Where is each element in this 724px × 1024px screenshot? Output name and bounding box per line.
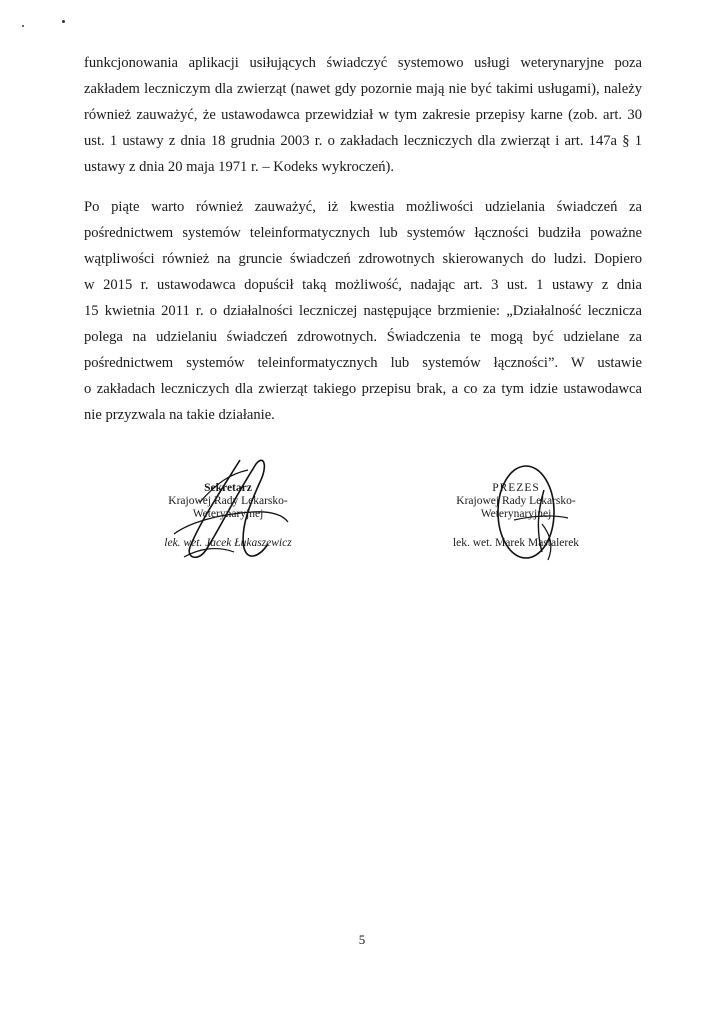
text-line: zakładem leczniczym dla zwierząt (nawet gdy pozornie mają nie być takimi usługami), należy	[84, 81, 642, 97]
text-line: 15 kwietnia 2011 r. o działalności leczniczej następujące brzmienie: „Działalność lecznicza	[84, 303, 642, 319]
paragraph-1	[84, 50, 642, 180]
page-number: 5	[358, 932, 366, 947]
signatory-name: lek. wet. Marek Mastalerek	[452, 537, 580, 549]
signatory-name: lek. wet. Jacek Łukaszewicz	[164, 537, 292, 549]
signatory-organization: Krajowej Rady Lekarsko-Weterynaryjnej	[456, 495, 576, 520]
text-line: funkcjonowania aplikacji usiłujących świadczyć systemowo usługi weterynaryjne poza	[84, 55, 642, 71]
signatory-role: Sekretarz	[204, 482, 252, 494]
signature-block-left	[138, 482, 318, 550]
text-line: polega na udzielaniu świadczeń zdrowotnych. Świadczenia te mogą być udzielane za	[84, 329, 642, 345]
text-line: o zakładach leczniczych dla zwierząt takiego przepisu brak, a co za tym idzie ustawodawca	[84, 381, 642, 397]
text-line: Po piąte warto również zauważyć, iż kwestia możliwości udzielania świadczeń za	[84, 199, 642, 215]
scan-speck	[62, 20, 65, 23]
text-line: w 2015 r. ustawodawca dopuścił taką możliwość, nadając art. 3 ust. 1 ustawy z dnia	[84, 277, 642, 293]
text-line: ust. 1 ustawy z dnia 18 grudnia 2003 r. o zakładach leczniczych dla zwierząt i art. 147a § 1	[84, 133, 642, 149]
text-line: wątpliwości również na gruncie świadczeń zdrowotnych skierowanych do ludzi. Dopiero	[84, 251, 642, 267]
text-line: ustawy z dnia 20 maja 1971 r. – Kodeks wykroczeń).	[84, 159, 395, 175]
text-line: pośrednictwem systemów teleinformatycznych lub systemów łączności”. W ustawie	[84, 355, 642, 371]
signatory-role: PREZES	[492, 482, 540, 494]
text-line: pośrednictwem systemów teleinformatycznych lub systemów łączności budziła poważne	[84, 225, 642, 241]
scan-speck	[22, 25, 24, 27]
paragraph-2	[84, 194, 642, 428]
text-line: również zauważyć, że ustawodawca przewidział w tym zakresie przepisy karne (zob. art. 30	[84, 107, 642, 123]
signature-block-right	[426, 482, 606, 550]
signatory-organization: Krajowej Rady Lekarsko-Weterynaryjnej	[168, 495, 288, 520]
text-line: nie przyzwala na takie działanie.	[84, 407, 275, 423]
